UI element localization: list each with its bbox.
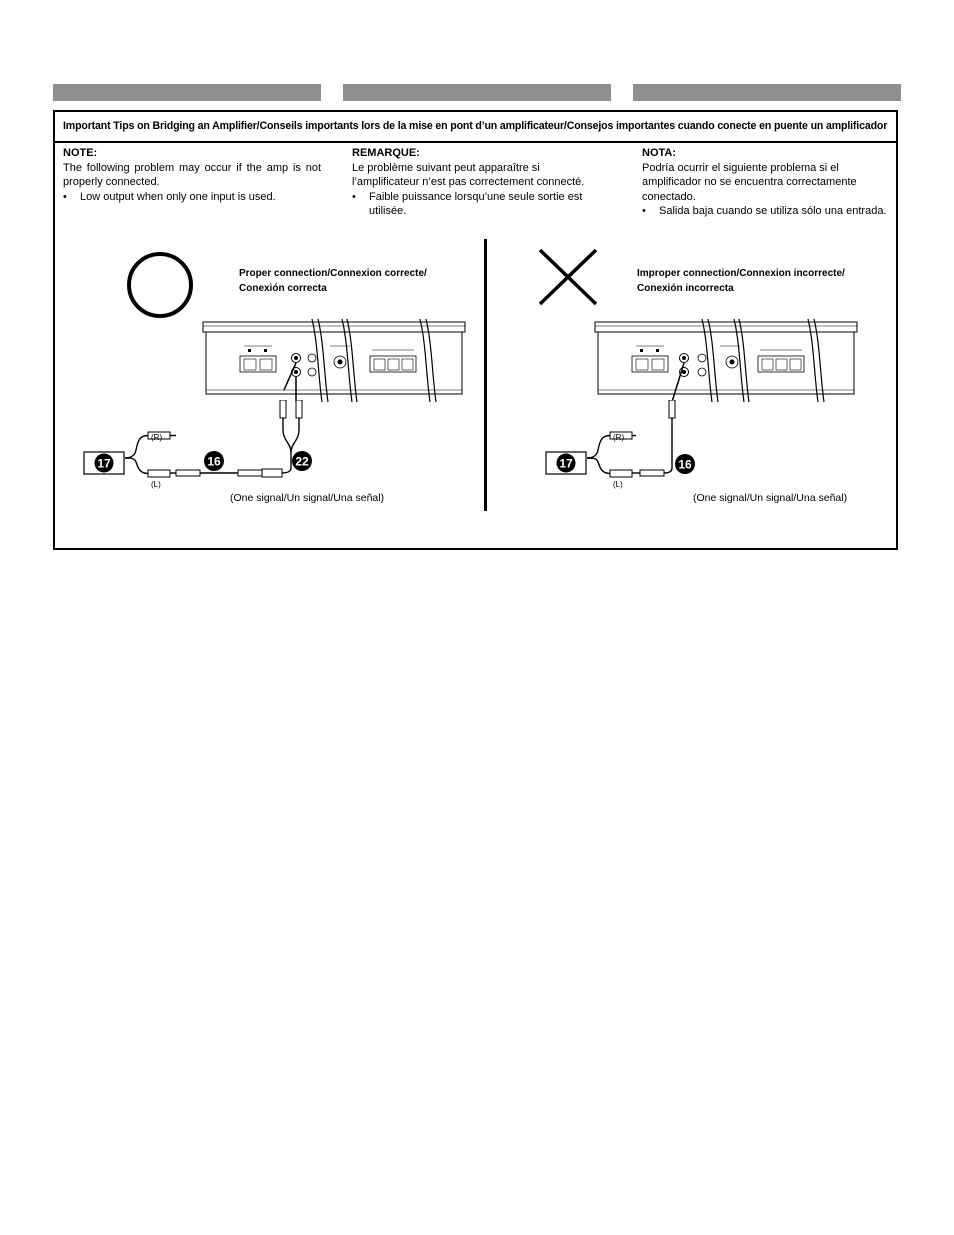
badge-16-text: 16 — [207, 454, 221, 469]
badge-22-text: 22 — [295, 454, 309, 469]
note-title: REMARQUE: — [352, 147, 420, 159]
bullet-text: Faible puissance lorsqu’une seule sortie est utilisée. — [369, 190, 583, 217]
note-french — [352, 146, 610, 219]
label-r: (R) — [151, 433, 163, 442]
caption-line-2: Conexión correcta — [239, 283, 327, 294]
badge-17-text: 17 — [559, 456, 573, 471]
amplifier-illustration — [592, 314, 864, 409]
badge-22-icon — [291, 450, 313, 472]
label-r: (R) — [613, 433, 625, 442]
section-heading: Important Tips on Bridging an Amplifier/Conseils importants lors de la mise en pont d’un amplificateur/Consejos importantes cuando conecte en puente un amplificador — [63, 120, 888, 132]
label-l: (L) — [613, 480, 623, 489]
source-unit-17-icon — [83, 451, 125, 475]
note-english — [63, 146, 321, 204]
badge-17-text: 17 — [97, 456, 111, 471]
heading-row — [55, 112, 896, 143]
badge-16-icon — [674, 453, 696, 475]
note-bullet-item — [642, 204, 894, 219]
improper-caption — [637, 266, 845, 296]
caption-line-1: Proper connection/Connexion correcte/ — [239, 268, 427, 279]
note-bullet-item — [352, 190, 610, 219]
incorrect-cross-icon — [536, 246, 600, 308]
signal-label: (One signal/Un signal/Una señal) — [693, 492, 848, 504]
note-text: Podría ocurrir el siguiente problema si el amplificador no se encuentra correctamente conectado. — [642, 161, 857, 203]
bullet-text: Salida baja cuando se utiliza sólo una entrada. — [659, 205, 887, 217]
header-bar-french — [343, 84, 611, 101]
note-bullet-item — [63, 190, 321, 205]
note-title: NOTE: — [63, 147, 98, 159]
proper-caption — [239, 266, 427, 296]
label-l: (L) — [151, 480, 161, 489]
bridging-tips-box — [53, 110, 898, 550]
bullet-mark: • — [63, 190, 67, 203]
badge-16-icon — [203, 450, 225, 472]
header-bar-english — [53, 84, 321, 101]
badge-16-text: 16 — [678, 457, 692, 472]
source-unit-17-icon — [545, 451, 587, 475]
bullet-mark: • — [642, 205, 646, 217]
proper-cable-illustration — [80, 400, 330, 492]
header-bar-spanish — [633, 84, 901, 101]
amplifier-illustration — [200, 314, 472, 409]
note-text: The following problem may occur if the amp is not properly connected. — [63, 161, 321, 188]
signal-label: (One signal/Un signal/Una señal) — [230, 492, 385, 504]
note-text: Le problème suivant peut apparaître si l’amplificateur n’est pas correctement connecté. — [352, 161, 585, 188]
diagram-divider — [484, 239, 487, 511]
bullet-text: Low output when only one input is used. — [80, 190, 276, 203]
caption-line-1: Improper connection/Connexion incorrecte/ — [637, 268, 845, 279]
correct-circle-icon — [125, 250, 195, 320]
improper-cable-illustration — [542, 400, 682, 492]
note-spanish — [642, 146, 894, 219]
note-title: NOTA: — [642, 147, 677, 159]
caption-line-2: Conexión incorrecta — [637, 283, 734, 294]
bullet-mark: • — [352, 190, 356, 203]
